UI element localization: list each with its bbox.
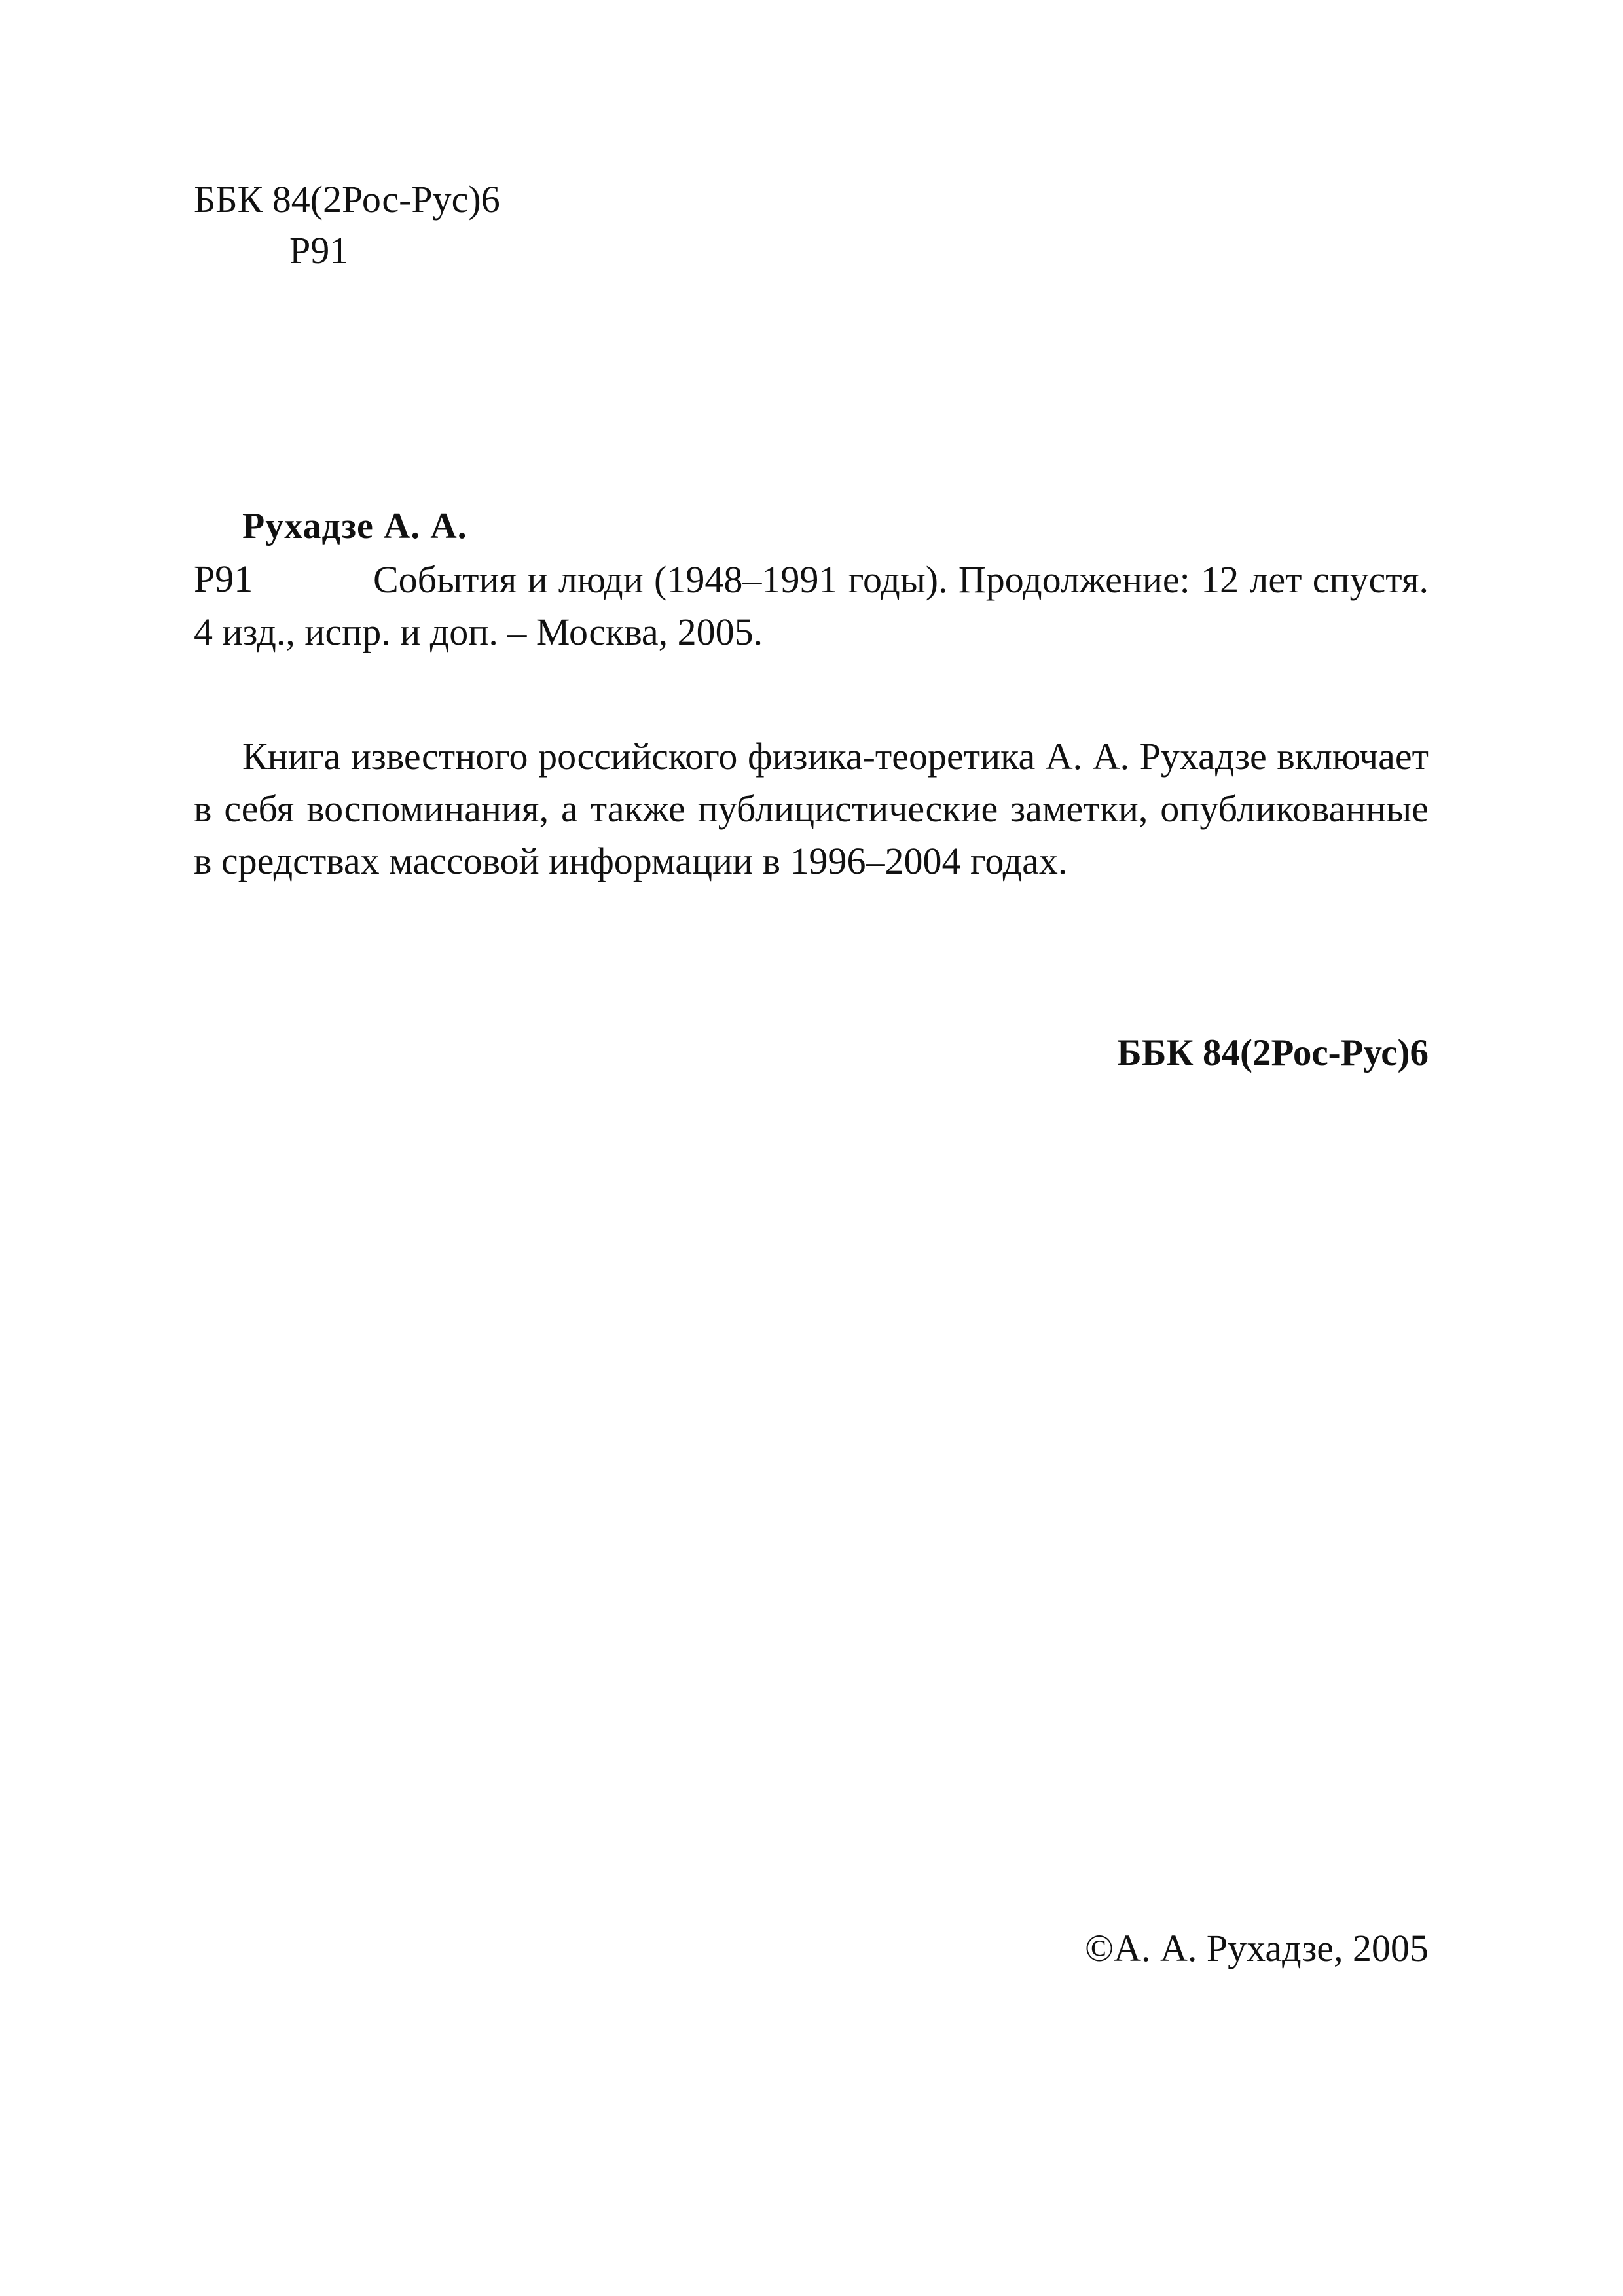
- annotation-paragraph: Книга известного российского физика-теоретика А. А. Рухадзе включает в себя воспоминания, а также публицистические заметки, опубликованные в средствах массовой информации в 1996–2004 годах.: [194, 735, 1429, 882]
- author-index-code: Р91: [194, 558, 253, 600]
- bibliographic-description: События и люди (1948–1991 годы). Продолжение: 12 лет спустя. 4 изд., испр. и доп. – Москва, 2005.: [194, 558, 1429, 653]
- author-heading: Рухадзе А. А.: [242, 506, 467, 547]
- author-index-header: Р91: [289, 229, 349, 272]
- bbk-code-header: ББК 84(2Рос-Рус)6: [194, 178, 500, 221]
- copyright-line: ©А. А. Рухадзе, 2005: [1085, 1927, 1429, 1969]
- classification-code: ББК 84(2Рос-Рус)6: [1117, 1032, 1429, 1073]
